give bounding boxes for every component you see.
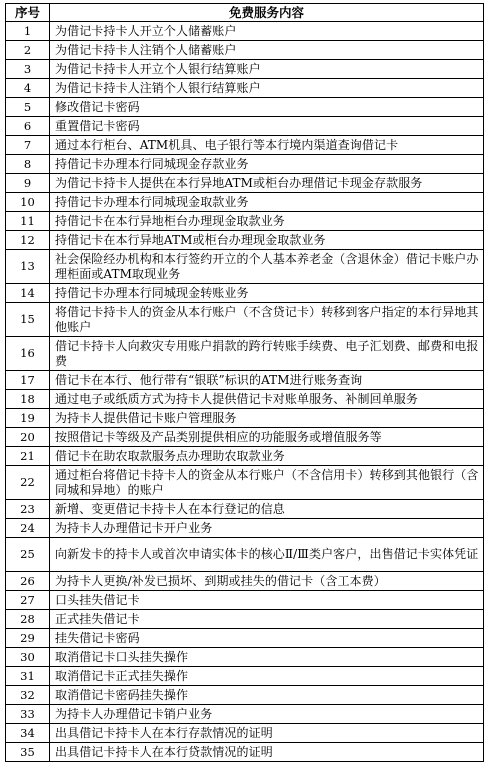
service-description: 为持卡人办理借记卡开户业务 bbox=[50, 519, 484, 538]
service-description: 借记卡持卡人向救灾专用账户捐款的跨行转账手续费、电子汇划费、邮费和电报费 bbox=[50, 337, 484, 371]
row-number: 12 bbox=[6, 231, 50, 250]
service-description: 挂失借记卡密码 bbox=[50, 629, 484, 648]
row-number: 26 bbox=[6, 572, 50, 591]
service-description: 为借记卡持卡人开立个人银行结算账户 bbox=[50, 60, 484, 79]
row-number: 4 bbox=[6, 79, 50, 98]
table-row bbox=[6, 155, 484, 174]
row-number: 35 bbox=[6, 743, 50, 762]
table-row bbox=[6, 136, 484, 155]
fee-table-container bbox=[5, 3, 484, 762]
service-description: 出具借记卡持卡人在本行存款情况的证明 bbox=[50, 724, 484, 743]
row-number: 20 bbox=[6, 428, 50, 447]
table-row bbox=[6, 705, 484, 724]
table-row bbox=[6, 117, 484, 136]
table-row bbox=[6, 519, 484, 538]
service-description: 借记卡在本行、他行带有“银联”标识的ATM进行账务查询 bbox=[50, 371, 484, 390]
service-description: 持借记卡在本行异地柜台办理现金取款业务 bbox=[50, 212, 484, 231]
row-number: 28 bbox=[6, 610, 50, 629]
table-row bbox=[6, 466, 484, 500]
table-row bbox=[6, 538, 484, 572]
table-row bbox=[6, 447, 484, 466]
row-number: 23 bbox=[6, 500, 50, 519]
table-row bbox=[6, 303, 484, 337]
service-description: 取消借记卡正式挂失操作 bbox=[50, 667, 484, 686]
table-row bbox=[6, 390, 484, 409]
row-number: 29 bbox=[6, 629, 50, 648]
service-description: 为持卡人提供借记卡账户管理服务 bbox=[50, 409, 484, 428]
row-number: 21 bbox=[6, 447, 50, 466]
service-description: 为持卡人更换/补发已损坏、到期或挂失的借记卡（含工本费） bbox=[50, 572, 484, 591]
service-description: 向新发卡的持卡人或首次申请实体卡的核心Ⅱ/Ⅲ类户客户，出售借记卡实体凭证 bbox=[50, 538, 484, 572]
service-description: 持借记卡办理本行同城现金取款业务 bbox=[50, 193, 484, 212]
row-number: 19 bbox=[6, 409, 50, 428]
table-row bbox=[6, 250, 484, 284]
row-number: 10 bbox=[6, 193, 50, 212]
row-number: 31 bbox=[6, 667, 50, 686]
service-description: 修改借记卡密码 bbox=[50, 98, 484, 117]
table-row bbox=[6, 686, 484, 705]
table-row bbox=[6, 60, 484, 79]
table-row bbox=[6, 212, 484, 231]
row-number: 3 bbox=[6, 60, 50, 79]
table-row bbox=[6, 409, 484, 428]
service-description: 通过本行柜台、ATM机具、电子银行等本行境内渠道查询借记卡 bbox=[50, 136, 484, 155]
table-header-row bbox=[6, 4, 484, 22]
row-number: 2 bbox=[6, 41, 50, 60]
table-row bbox=[6, 572, 484, 591]
table-row bbox=[6, 648, 484, 667]
row-number: 16 bbox=[6, 337, 50, 371]
table-row bbox=[6, 743, 484, 762]
service-description: 为借记卡持卡人注销个人储蓄账户 bbox=[50, 41, 484, 60]
table-row bbox=[6, 610, 484, 629]
service-description: 新增、变更借记卡持卡人在本行登记的信息 bbox=[50, 500, 484, 519]
table-row bbox=[6, 667, 484, 686]
table-row bbox=[6, 231, 484, 250]
service-description: 持借记卡在本行异地ATM或柜台办理现金取款业务 bbox=[50, 231, 484, 250]
row-number: 1 bbox=[6, 22, 50, 41]
table-body bbox=[6, 22, 484, 762]
table-row bbox=[6, 500, 484, 519]
header-content: 免费服务内容 bbox=[50, 4, 484, 22]
table-row bbox=[6, 371, 484, 390]
table-row bbox=[6, 41, 484, 60]
service-description: 为持卡人办理借记卡销户业务 bbox=[50, 705, 484, 724]
table-row bbox=[6, 98, 484, 117]
row-number: 11 bbox=[6, 212, 50, 231]
row-number: 15 bbox=[6, 303, 50, 337]
row-number: 32 bbox=[6, 686, 50, 705]
service-description: 社会保险经办机构和本行签约开立的个人基本养老金（含退休金）借记卡账户办理柜面或ATM取现业务 bbox=[50, 250, 484, 284]
service-description: 借记卡在助农取款服务点办理助农取款业务 bbox=[50, 447, 484, 466]
service-description: 通过电子或纸质方式为持卡人提供借记卡对账单服务、补制回单服务 bbox=[50, 390, 484, 409]
row-number: 22 bbox=[6, 466, 50, 500]
row-number: 5 bbox=[6, 98, 50, 117]
service-description: 为借记卡持卡人开立个人储蓄账户 bbox=[50, 22, 484, 41]
service-description: 持借记卡办理本行同城现金存款业务 bbox=[50, 155, 484, 174]
service-description: 将借记卡持卡人的资金从本行账户（不含贷记卡）转移到客户指定的本行异地其他账户 bbox=[50, 303, 484, 337]
table-row bbox=[6, 591, 484, 610]
table-row bbox=[6, 337, 484, 371]
row-number: 8 bbox=[6, 155, 50, 174]
row-number: 30 bbox=[6, 648, 50, 667]
row-number: 24 bbox=[6, 519, 50, 538]
service-description: 为借记卡持卡人注销个人银行结算账户 bbox=[50, 79, 484, 98]
service-description: 按照借记卡等级及产品类别提供相应的功能服务或增值服务等 bbox=[50, 428, 484, 447]
table-row bbox=[6, 629, 484, 648]
table-row bbox=[6, 22, 484, 41]
service-description: 取消借记卡口头挂失操作 bbox=[50, 648, 484, 667]
service-description: 通过柜台将借记卡持卡人的资金从本行账户（不含信用卡）转移到其他银行（含同城和异地）的账户 bbox=[50, 466, 484, 500]
row-number: 27 bbox=[6, 591, 50, 610]
service-description: 重置借记卡密码 bbox=[50, 117, 484, 136]
row-number: 6 bbox=[6, 117, 50, 136]
table-row bbox=[6, 284, 484, 303]
service-description: 正式挂失借记卡 bbox=[50, 610, 484, 629]
header-no: 序号 bbox=[6, 4, 50, 22]
free-services-table bbox=[5, 3, 484, 762]
row-number: 9 bbox=[6, 174, 50, 193]
table-row bbox=[6, 174, 484, 193]
service-description: 口头挂失借记卡 bbox=[50, 591, 484, 610]
row-number: 33 bbox=[6, 705, 50, 724]
table-row bbox=[6, 724, 484, 743]
service-description: 持借记卡办理本行同城现金转账业务 bbox=[50, 284, 484, 303]
row-number: 14 bbox=[6, 284, 50, 303]
table-row bbox=[6, 193, 484, 212]
row-number: 18 bbox=[6, 390, 50, 409]
table-row bbox=[6, 79, 484, 98]
row-number: 13 bbox=[6, 250, 50, 284]
row-number: 25 bbox=[6, 538, 50, 572]
service-description: 为借记卡持卡人提供在本行异地ATM或柜台办理借记卡现金存款服务 bbox=[50, 174, 484, 193]
service-description: 出具借记卡持卡人在本行贷款情况的证明 bbox=[50, 743, 484, 762]
service-description: 取消借记卡密码挂失操作 bbox=[50, 686, 484, 705]
table-row bbox=[6, 428, 484, 447]
row-number: 34 bbox=[6, 724, 50, 743]
row-number: 7 bbox=[6, 136, 50, 155]
row-number: 17 bbox=[6, 371, 50, 390]
